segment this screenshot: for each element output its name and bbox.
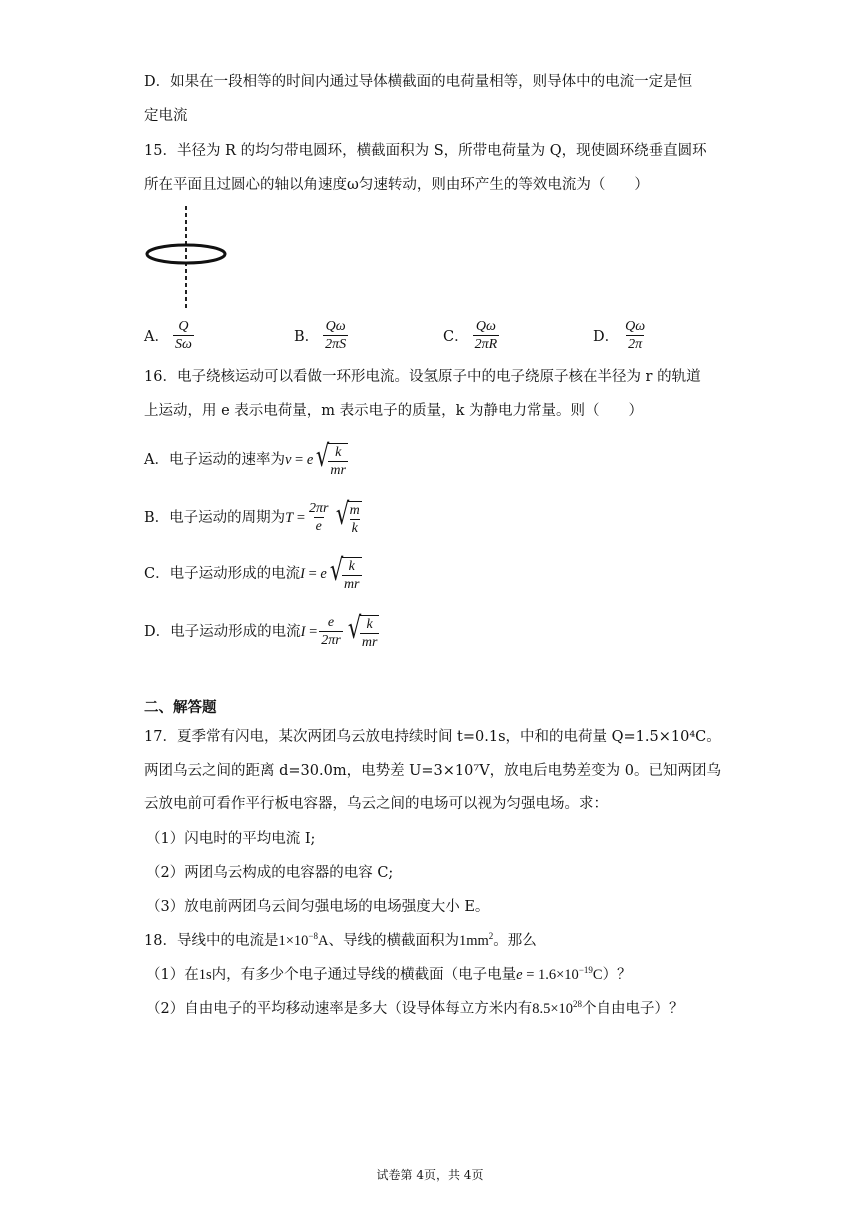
option-fraction: $\frac{Q\omega}{2\pi}$ <box>625 319 646 352</box>
q14-option-d-line2: 定电流 <box>144 108 188 124</box>
q16-option-d[interactable]: D．电子运动形成的电流 I = $\frac{e}{2\pi r}$ √ $\frac{k}{mr}$ <box>144 611 378 650</box>
q16-stem-line2: 上运动，用 e 表示电荷量，m 表示电子的质量，k 为静电力常量。则（ ） <box>144 403 644 419</box>
option-label: B． <box>294 329 320 345</box>
q17-stem-line2: 两团乌云之间的距离 d=30.0m，电势差 U=3×10⁷V，放电后电势差变为 0。已知两团乌 <box>144 763 721 779</box>
option-label: A． <box>144 329 169 345</box>
q18-sub2: （2）自由电子的平均移动速率是多大（设导体每立方米内有$8.5\times 10^{28}$个自由电子）？ <box>146 999 684 1017</box>
option-fraction: $\frac{Q}{S\omega}$ <box>174 319 192 352</box>
option-label: D． <box>593 329 620 345</box>
option-fraction: $\frac{Q\omega}{2\pi S}$ <box>325 319 347 352</box>
q17-stem-line1: 17．夏季常有闪电，某次两团乌云放电持续时间 t=0.1s，中和的电荷量 Q=1.5×10⁴C。 <box>144 729 721 745</box>
q17-sub3: （3）放电前两团乌云间匀强电场的电场强度大小 E。 <box>146 899 490 915</box>
q17-stem-line3: 云放电前可看作平行板电容器，乌云之间的电场可以视为匀强电场。求： <box>144 796 608 812</box>
q14-option-d-line1: D．如果在一段相等的时间内通过导体横截面的电荷量相等，则导体中的电流一定是恒 <box>144 74 693 90</box>
q15-option-d[interactable] <box>593 318 647 353</box>
q15-option-c[interactable] <box>443 318 499 353</box>
q16-option-a[interactable]: A．电子运动的速率为 v = e √ $\frac{k}{mr}$ <box>144 439 346 478</box>
sqrt-expression: √ $\frac{k}{mr}$ <box>316 439 346 478</box>
sqrt-expression: √ $\frac{k}{mr}$ <box>329 553 360 592</box>
q15-option-b[interactable] <box>294 318 348 353</box>
q16-stem-line1: 16．电子绕核运动可以看做一环形电流。设氢原子中的电子绕原子核在半径为 r 的轨道 <box>144 369 701 385</box>
q18-sub1: （1）在1s内，有多少个电子通过导线的横截面（电子电量$e = 1.6\times 10^{-19}C$）？ <box>146 965 632 983</box>
q16-option-c[interactable]: C．电子运动形成的电流 I = e √ $\frac{k}{mr}$ <box>144 553 360 592</box>
q15-stem-line2: 所在平面且过圆心的轴以角速度ω匀速转动，则由环产生的等效电流为（ ） <box>144 177 649 193</box>
sqrt-expression: √ $\frac{m}{k}$ <box>335 497 360 536</box>
ring-diagram <box>140 204 240 320</box>
q15-stem-line1: 15．半径为 R 的均匀带电圆环，横截面积为 S，所带电荷量为 Q，现使圆环绕垂直圆环 <box>144 143 707 159</box>
section-heading: 二、解答题 <box>144 699 217 716</box>
sqrt-expression: √ $\frac{k}{mr}$ <box>347 611 378 650</box>
q17-sub2: （2）两团乌云构成的电容器的电容 C; <box>146 865 394 881</box>
page-footer: 试卷第 4页，共 4页 <box>376 1168 484 1182</box>
q18-stem: 18．导线中的电流是$1\times 10^{-8}A$、导线的横截面积为$1mm^2$。那么 <box>144 931 537 949</box>
q15-option-a[interactable] <box>144 318 194 353</box>
option-fraction: $\frac{Q\omega}{2\pi R}$ <box>474 319 498 352</box>
charged-ring <box>147 245 225 263</box>
q16-option-b[interactable]: B．电子运动的周期为 T = $\frac{2\pi r}{e}$ √ $\frac{m}{k}$ <box>144 497 360 536</box>
q17-sub1: （1）闪电时的平均电流 I; <box>146 831 316 847</box>
option-label: C． <box>443 329 469 345</box>
